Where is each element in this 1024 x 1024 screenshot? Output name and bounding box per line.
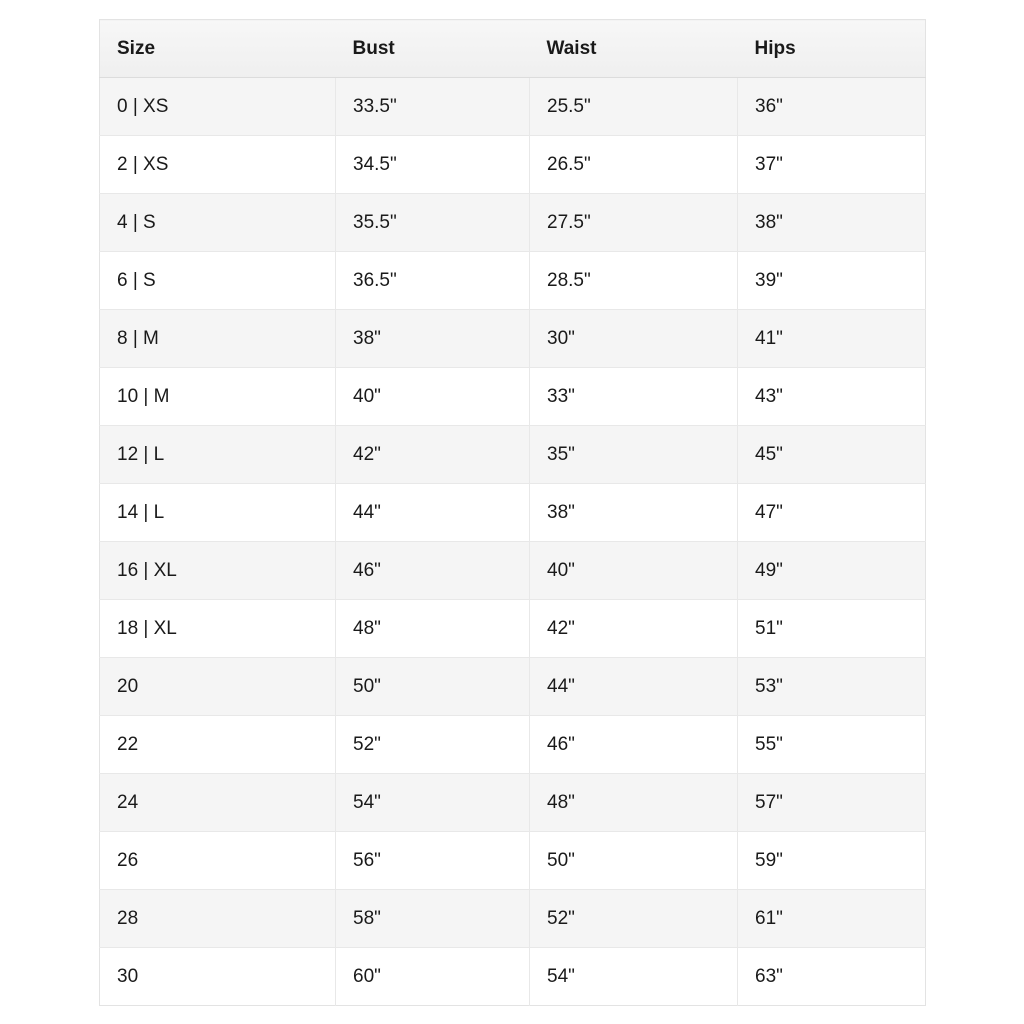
size-cell: 10 | M xyxy=(100,368,336,426)
bust-cell: 50" xyxy=(336,658,530,716)
hips-cell: 36" xyxy=(738,78,926,136)
table-row xyxy=(100,136,926,194)
hips-cell: 63" xyxy=(738,948,926,1006)
waist-cell: 30" xyxy=(530,310,738,368)
table-row xyxy=(100,78,926,136)
bust-cell: 46" xyxy=(336,542,530,600)
header-row xyxy=(100,20,926,78)
hips-cell: 49" xyxy=(738,542,926,600)
size-cell: 22 xyxy=(100,716,336,774)
bust-cell: 42" xyxy=(336,426,530,484)
table-row xyxy=(100,890,926,948)
waist-cell: 26.5" xyxy=(530,136,738,194)
hips-cell: 41" xyxy=(738,310,926,368)
size-cell: 0 | XS xyxy=(100,78,336,136)
table-body xyxy=(100,78,926,1006)
size-cell: 14 | L xyxy=(100,484,336,542)
table-row xyxy=(100,948,926,1006)
waist-cell: 38" xyxy=(530,484,738,542)
size-cell: 6 | S xyxy=(100,252,336,310)
waist-cell: 35" xyxy=(530,426,738,484)
hips-cell: 45" xyxy=(738,426,926,484)
bust-cell: 60" xyxy=(336,948,530,1006)
hips-cell: 61" xyxy=(738,890,926,948)
table-row xyxy=(100,600,926,658)
waist-cell: 48" xyxy=(530,774,738,832)
size-cell: 24 xyxy=(100,774,336,832)
size-cell: 26 xyxy=(100,832,336,890)
hips-cell: 55" xyxy=(738,716,926,774)
waist-cell: 25.5" xyxy=(530,78,738,136)
table-header xyxy=(100,20,926,78)
waist-cell: 46" xyxy=(530,716,738,774)
waist-cell: 33" xyxy=(530,368,738,426)
hips-cell: 53" xyxy=(738,658,926,716)
size-cell: 8 | M xyxy=(100,310,336,368)
hips-cell: 59" xyxy=(738,832,926,890)
header-size: Size xyxy=(100,20,336,78)
table-row xyxy=(100,252,926,310)
waist-cell: 52" xyxy=(530,890,738,948)
table-row xyxy=(100,716,926,774)
waist-cell: 40" xyxy=(530,542,738,600)
waist-cell: 28.5" xyxy=(530,252,738,310)
table-row xyxy=(100,310,926,368)
bust-cell: 33.5" xyxy=(336,78,530,136)
hips-cell: 37" xyxy=(738,136,926,194)
table-row xyxy=(100,484,926,542)
bust-cell: 35.5" xyxy=(336,194,530,252)
bust-cell: 44" xyxy=(336,484,530,542)
table-row xyxy=(100,658,926,716)
hips-cell: 38" xyxy=(738,194,926,252)
hips-cell: 39" xyxy=(738,252,926,310)
bust-cell: 56" xyxy=(336,832,530,890)
hips-cell: 47" xyxy=(738,484,926,542)
bust-cell: 40" xyxy=(336,368,530,426)
table-row xyxy=(100,194,926,252)
bust-cell: 34.5" xyxy=(336,136,530,194)
bust-cell: 38" xyxy=(336,310,530,368)
size-cell: 20 xyxy=(100,658,336,716)
bust-cell: 52" xyxy=(336,716,530,774)
bust-cell: 54" xyxy=(336,774,530,832)
waist-cell: 42" xyxy=(530,600,738,658)
hips-cell: 43" xyxy=(738,368,926,426)
size-cell: 28 xyxy=(100,890,336,948)
size-cell: 2 | XS xyxy=(100,136,336,194)
table-row xyxy=(100,542,926,600)
waist-cell: 54" xyxy=(530,948,738,1006)
size-cell: 30 xyxy=(100,948,336,1006)
waist-cell: 27.5" xyxy=(530,194,738,252)
size-cell: 12 | L xyxy=(100,426,336,484)
size-cell: 16 | XL xyxy=(100,542,336,600)
table-row xyxy=(100,426,926,484)
size-chart-table xyxy=(99,19,926,1006)
header-waist: Waist xyxy=(530,20,738,78)
bust-cell: 58" xyxy=(336,890,530,948)
size-cell: 18 | XL xyxy=(100,600,336,658)
waist-cell: 50" xyxy=(530,832,738,890)
table-row xyxy=(100,368,926,426)
hips-cell: 51" xyxy=(738,600,926,658)
hips-cell: 57" xyxy=(738,774,926,832)
table-row xyxy=(100,774,926,832)
header-hips: Hips xyxy=(738,20,926,78)
size-cell: 4 | S xyxy=(100,194,336,252)
bust-cell: 36.5" xyxy=(336,252,530,310)
bust-cell: 48" xyxy=(336,600,530,658)
table-row xyxy=(100,832,926,890)
header-bust: Bust xyxy=(336,20,530,78)
waist-cell: 44" xyxy=(530,658,738,716)
